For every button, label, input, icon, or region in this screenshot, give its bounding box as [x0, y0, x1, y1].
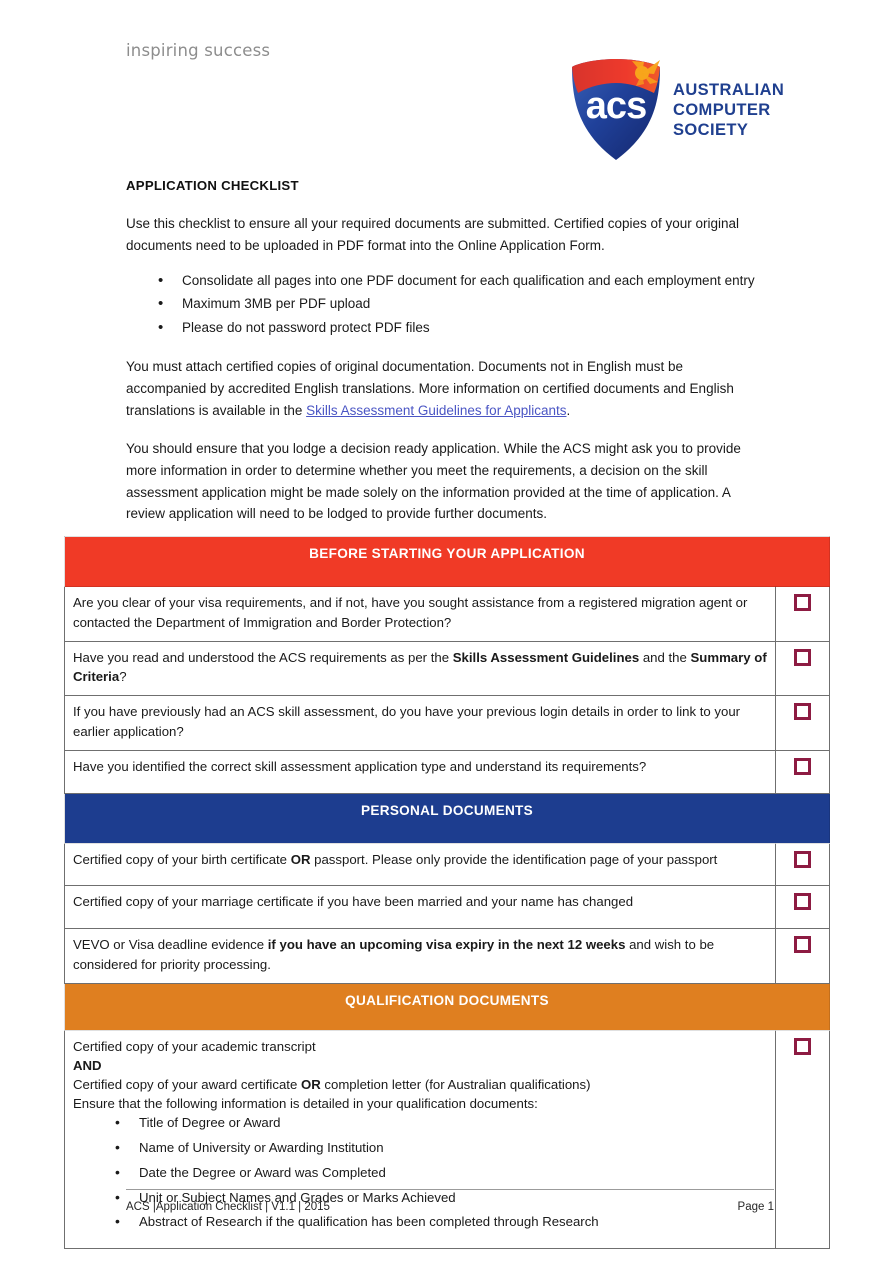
- text-run: passport. Please only provide the identification page of your passport: [310, 851, 718, 867]
- logo-name-line-1: AUSTRALIAN: [673, 80, 785, 99]
- text-run: ?: [119, 669, 127, 685]
- qualification-line-2: AND: [73, 1057, 102, 1073]
- intro-section: [0, 178, 892, 525]
- tagline: inspiring success: [126, 41, 271, 60]
- application-checklist-table: [64, 536, 830, 1249]
- section-header-before-starting: [65, 537, 830, 587]
- acs-wordmark: [673, 80, 784, 140]
- checkbox-cell[interactable]: [776, 843, 830, 886]
- checklist-item-text: [65, 696, 776, 751]
- table-row: [65, 696, 830, 751]
- table-row: [65, 750, 830, 793]
- text-run-bold: OR: [290, 851, 311, 867]
- list-item: • Unit or Subject Names and Grades or Marks Achieved: [139, 1189, 767, 1208]
- text-run: and wish to be considered for priority processing.: [73, 937, 715, 972]
- checkbox-cell[interactable]: [776, 1030, 830, 1248]
- list-item: • Abstract of Research if the qualification has been completed through Research: [139, 1213, 767, 1232]
- text-run: VEVO or Visa deadline evidence: [73, 937, 268, 953]
- text-run: completion letter (for Australian qualifications): [320, 1077, 591, 1093]
- checklist-item-text: [65, 843, 776, 886]
- page-title: APPLICATION CHECKLIST: [126, 178, 299, 193]
- text-run-bold: Summary of Criteria: [73, 649, 767, 685]
- checkbox[interactable]: [794, 703, 811, 720]
- checklist-item-text: [65, 886, 776, 929]
- intro-paragraph-3: You should ensure that you lodge a decision ready application. While the ACS might ask you to provide more information in order to determine whether you meet the requirements, a decision on the skill assessment application might be made solely on the information provided at the time of application. A review application will need to be lodged to provide further documents.: [126, 440, 741, 522]
- checkbox-cell[interactable]: [776, 886, 830, 929]
- logo-name-line-2: COMPUTER: [673, 100, 771, 119]
- logo-name-line-3: SOCIETY: [673, 121, 749, 140]
- text-run: Have you read and understood the ACS requirements as per the: [73, 649, 453, 665]
- checkbox-cell[interactable]: [776, 929, 830, 984]
- checkbox[interactable]: [794, 594, 811, 611]
- section-header-personal-documents: [65, 793, 830, 843]
- text-run-bold: OR: [300, 1077, 321, 1093]
- checkbox[interactable]: [794, 851, 811, 868]
- qualification-documents-cell: [65, 1030, 776, 1248]
- text-run: Have you identified the correct skill assessment application type and understand its requirements?: [73, 758, 647, 774]
- list-item: • Title of Degree or Award: [139, 1114, 767, 1133]
- checkbox[interactable]: [794, 936, 811, 953]
- checkbox[interactable]: [794, 1038, 811, 1055]
- paragraph-2-text-after: .: [566, 402, 571, 418]
- checkbox-cell[interactable]: [776, 641, 830, 696]
- footer-divider: [126, 1189, 774, 1190]
- checklist-item-text: [65, 641, 776, 696]
- checklist-item-text: [65, 750, 776, 793]
- table-row: [65, 641, 830, 696]
- list-item: • Maximum 3MB per PDF upload: [182, 294, 766, 315]
- text-run: Certified copy of your award certificate: [73, 1077, 301, 1093]
- list-item: • Please do not password protect PDF files: [182, 318, 766, 339]
- table-row: [65, 886, 830, 929]
- text-run-bold: if you have an upcoming visa expiry in the next 12 weeks: [267, 937, 626, 953]
- section-header-label: PERSONAL DOCUMENTS: [65, 793, 830, 843]
- text-run: and the: [639, 649, 691, 665]
- qualification-line-4: Ensure that the following information is detailed in your qualification documents:: [73, 1096, 538, 1112]
- text-run: Certified copy of your birth certificate: [73, 851, 291, 867]
- checkbox[interactable]: [794, 649, 811, 666]
- page-footer: [126, 1189, 774, 1213]
- paragraph-2-text-before: You must attach certified copies of original documentation. Documents not in English must be accompanied by accredited English translations. More information on certified documents and English translations is available in the: [126, 359, 734, 418]
- upload-rules-list: [126, 271, 766, 339]
- section-header-qualification-documents: [65, 983, 830, 1030]
- section-header-label: BEFORE STARTING YOUR APPLICATION: [65, 537, 830, 587]
- acs-shield-icon: [570, 58, 662, 162]
- checkbox[interactable]: [794, 893, 811, 910]
- list-item: • Name of University or Awarding Institution: [139, 1139, 767, 1158]
- checkbox[interactable]: [794, 758, 811, 775]
- text-run: Are you clear of your visa requirements, and if not, have you sought assistance from a registered migration agent or contacted the Department of Immigration and Border Protection?: [73, 595, 748, 630]
- intro-paragraph-1: Use this checklist to ensure all your required documents are submitted. Certified copies of your original documents need to be uploaded in PDF format into the Online Application Form.: [126, 216, 740, 253]
- list-item: • Consolidate all pages into one PDF document for each qualification and each employment entry: [182, 271, 766, 292]
- table-row: [65, 1030, 830, 1248]
- list-item: • Date the Degree or Award was Completed: [139, 1164, 767, 1183]
- checklist-item-text: [65, 587, 776, 642]
- qualification-requirements-list: [73, 1114, 767, 1232]
- acs-logo: [570, 58, 784, 162]
- checkbox-cell[interactable]: [776, 750, 830, 793]
- qualification-line-1: Certified copy of your academic transcript: [73, 1038, 316, 1054]
- skills-assessment-guidelines-link[interactable]: Skills Assessment Guidelines for Applicants: [306, 402, 567, 418]
- checkbox-cell[interactable]: [776, 696, 830, 751]
- text-run: If you have previously had an ACS skill assessment, do you have your previous login details in order to link to your earlier application?: [73, 704, 741, 739]
- checklist-item-text: [65, 929, 776, 984]
- text-run-bold: Skills Assessment Guidelines: [452, 649, 640, 665]
- table-row: [65, 929, 830, 984]
- qualification-line-3: [73, 1075, 767, 1094]
- footer-page-number: Page 1: [737, 1201, 774, 1213]
- page-header: [0, 0, 892, 178]
- checkbox-cell[interactable]: [776, 587, 830, 642]
- text-run: Certified copy of your marriage certificate if you have been married and your name has changed: [73, 894, 634, 910]
- table-row: [65, 587, 830, 642]
- intro-paragraph-2: [126, 356, 766, 422]
- table-row: [65, 843, 830, 886]
- section-header-label: QUALIFICATION DOCUMENTS: [65, 983, 830, 1030]
- footer-document-info: ACS |Application Checklist | V1.1 | 2015: [126, 1201, 330, 1213]
- svg-text:acs: acs: [585, 85, 647, 127]
